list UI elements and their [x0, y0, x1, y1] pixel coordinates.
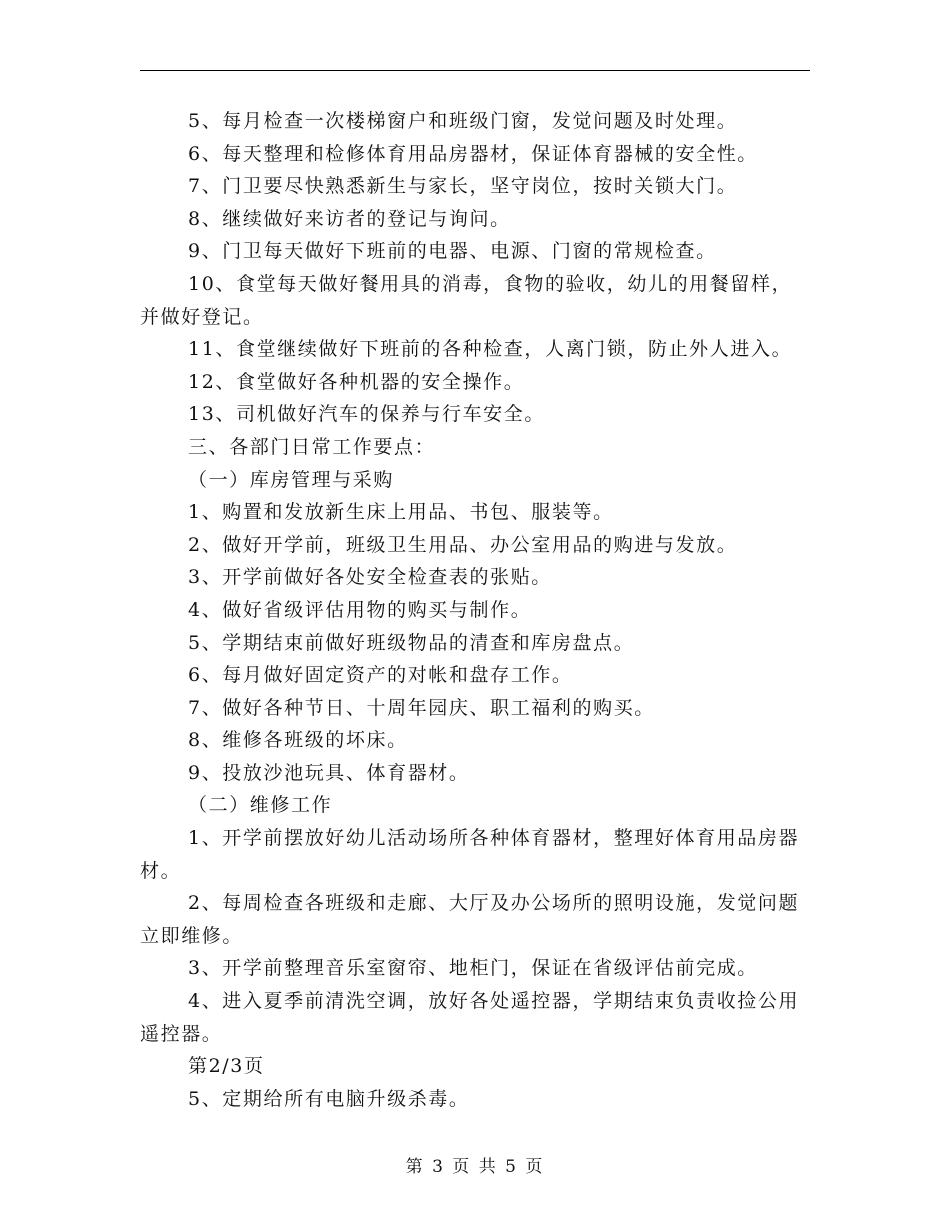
paragraph: 5、每月检查一次楼梯窗户和班级门窗，发觉问题及时处理。: [188, 110, 738, 132]
paragraph: 2、做好开学前，班级卫生用品、办公室用品的购进与发放。: [188, 533, 738, 556]
subsection-heading: （二）维修工作: [188, 794, 333, 817]
document-body: [140, 105, 810, 1115]
paragraph: 5、学期结束前做好班级物品的清查和库房盘点。: [188, 631, 635, 654]
paragraph: 11、食堂继续做好下班前的各种检查，人离门锁，防止外人进入。: [188, 338, 793, 361]
paragraph: 6、每天整理和检修体育用品房器材，保证体育器械的安全性。: [188, 142, 758, 165]
paragraph: 13、司机做好汽车的保养与行车安全。: [188, 403, 545, 426]
paragraph: 9、投放沙池玩具、体育器材。: [188, 761, 470, 784]
paragraph: 4、进入夏季前清洗空调，放好各处遥控器，学期结束负责收捡公用遥控器。: [140, 990, 800, 1045]
paragraph: 1、购置和发放新生床上用品、书包、服装等。: [188, 501, 614, 524]
inline-page-marker: 第2/3页: [188, 1055, 265, 1078]
paragraph: 6、每月做好固定资产的对帐和盘存工作。: [188, 664, 573, 687]
paragraph: 12、食堂做好各种机器的安全操作。: [188, 370, 525, 393]
paragraph: 3、开学前整理音乐室窗帘、地柜门，保证在省级评估前完成。: [188, 957, 758, 980]
paragraph: 8、继续做好来访者的登记与询问。: [188, 207, 511, 230]
header-rule: [140, 70, 810, 71]
paragraph: 4、做好省级评估用物的购买与制作。: [188, 598, 532, 621]
paragraph: 8、维修各班级的坏床。: [188, 729, 408, 752]
page-footer: 第 3 页 共 5 页: [405, 1157, 545, 1177]
paragraph: 7、做好各种节日、十周年园庆、职工福利的购买。: [188, 696, 655, 719]
paragraph: 10、食堂每天做好餐用具的消毒，食物的验收，幼儿的用餐留样，并做好登记。: [140, 272, 793, 328]
paragraph: 5、定期给所有电脑升级杀毒。: [188, 1087, 470, 1110]
subsection-heading: （一）库房管理与采购: [188, 468, 395, 491]
paragraph: 1、开学前摆放好幼儿活动场所各种体育器材，整理好体育用品房器材。: [140, 827, 800, 882]
paragraph: 7、门卫要尽快熟悉新生与家长，坚守岗位，按时关锁大门。: [188, 175, 738, 198]
paragraph: 3、开学前做好各处安全检查表的张贴。: [188, 566, 552, 589]
paragraph: 9、门卫每天做好下班前的电器、电源、门窗的常规检查。: [188, 240, 717, 263]
paragraph: 2、每周检查各班级和走廊、大厅及办公场所的照明设施，发觉问题立即维修。: [140, 892, 800, 947]
section-heading: 三、各部门日常工作要点：: [188, 435, 436, 458]
